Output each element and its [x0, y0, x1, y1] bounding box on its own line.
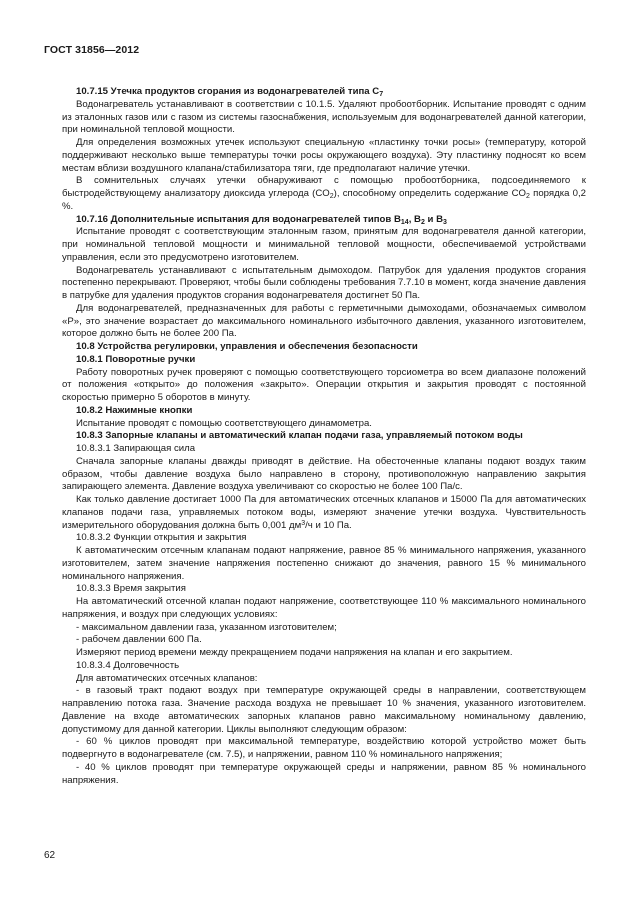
subsection-heading-10-8-3-1: 10.8.3.1 Запирающая сила	[76, 443, 196, 454]
paragraph: Как только давление достигает 1000 Па для автоматических отсечных клапанов и 15000 Па для автоматических клапанов подачи газа, управляемых потоком воды, измеряют значение утечки воздуха. Чувствительность измерительного оборудования должна быть 0,001 $дм^3/ч$ и 10 Па.	[62, 494, 586, 531]
paragraph: Водонагреватель устанавливают в соответствии с 10.1.5. Удаляют пробоотборник. Испытание проводят с одним из эталонных газов или с газом из системы газоснабжения, используемым для водонагревателей данной категории, при номинальной тепловой мощности.	[62, 98, 586, 136]
page-number: 62	[44, 850, 56, 861]
paragraph: Для определения возможных утечек используют специальную «пластинку точки росы» (температуру, которой поддерживают несколько выше температуры точки росы окружающего воздуха). Эту пластинку подносят ко всем местам вблизи воздушного клапана/стабилизатора тяги, где предполагают наличие утечки.	[62, 137, 586, 174]
list-item: - максимальном давлении газа, указанном изготовителем;	[76, 621, 337, 633]
paragraph: К автоматическим отсечным клапанам подают напряжение, равное 85 % минимального напряжения, указанного изготовителем, затем значение напряжения постепенно снижают до значения, равного 15 % минимального номинального напряжения.	[62, 545, 586, 582]
subsection-heading-10-8-3-2: 10.8.3.2 Функции открытия и закрытия	[76, 532, 247, 544]
paragraph: Измеряют период времени между прекращением подачи напряжения на клапан и его закрытием.	[76, 647, 513, 658]
paragraph: Для водонагревателей, предназначенных для работы с герметичными дымоходами, обозначаемых символом «P», это значение возрастает до максимального номинального избыточного давления, указанного изготовителем, которое должно быть не более 200 Па.	[62, 302, 586, 340]
subsection-heading-10-8-3-4: 10.8.3.4 Долговечность	[76, 659, 180, 671]
page-header-title: ГОСТ 31856—2012	[44, 44, 140, 56]
paragraph: На автоматический отсечной клапан подают напряжение, соответствующее 110 % максимального номинального напряжения, и воздух при следующих условиях:	[62, 596, 586, 620]
document-body	[62, 86, 586, 787]
paragraph: - 60 % циклов проводят при максимальной температуре, воздействию которой устройство может быть подвергнуто в водонагревателе (см. 7.5), и напряжении, равном 110 % номинального напряжения;	[62, 736, 586, 760]
section-heading-10-8-3: 10.8.3 Запорные клапаны и автоматический клапан подачи газа, управляемый потоком воды	[76, 430, 523, 442]
section-heading-10-7-16: 10.7.16 Дополнительные испытания для водонагревателей типов $B_{14}$, $B_2$ и $B_3$	[76, 213, 447, 226]
subsection-heading-10-8-3-3: 10.8.3.3 Время закрытия	[76, 583, 186, 595]
section-heading-10-8: 10.8 Устройства регулировки, управления и обеспечения безопасности	[76, 341, 418, 352]
paragraph: Водонагреватель устанавливают с испытательным дымоходом. Патрубок для удаления продуктов сгорания постепенно перекрывают. Проверяют, чтобы были соблюдены требования 7.7.10 в момент, когда значение давления в патрубке для удаления продуктов сгорания водонагревателя достигнет 50 Па.	[62, 264, 586, 301]
paragraph: Для автоматических отсечных клапанов:	[76, 672, 258, 684]
paragraph: Работу поворотных ручек проверяют с помощью соответствующего торсиометра во всем диапазоне положений от положения «открыто» до положения «закрыто». Операции открытия и закрытия проводят с постоянной скоростью примерно 5 оборотов в минуту.	[62, 366, 586, 403]
paragraph: - 40 % циклов проводят при температуре окружающей среды и напряжении, равном 85 % номинального напряжения.	[62, 761, 586, 786]
paragraph: В сомнительных случаях утечки обнаруживают с помощью пробоотборника, подсоединяемого к быстродействующему анализатору диоксида углерода $(CO_2)$, способному определить содержание $CO_2$ порядка 0,2 %.	[62, 175, 587, 212]
paragraph: Сначала запорные клапаны дважды приводят в действие. На обесточенные клапаны подают воздух таким образом, чтобы давление воздуха было направлено в сторону, противоположную направлению закрытия запирающего элемента. Давление воздуха увеличивают со скоростью не более 100 Па/с.	[62, 455, 586, 493]
section-heading-10-8-2: 10.8.2 Нажимные кнопки	[76, 404, 193, 416]
section-heading-10-7-15: 10.7.15 Утечка продуктов сгорания из водонагревателей типа $C_7$	[76, 86, 384, 98]
paragraph: Испытание проводят с соответствующим эталонным газом, принятым для водонагревателя данной категории, при номинальной тепловой мощности и минимальной тепловой мощности, обеспечиваемой устройствами управления, если это предусмотрено изготовителем.	[62, 226, 586, 263]
paragraph: - в газовый тракт подают воздух при температуре окружающей среды в направлении, соответствующем направлению потока газа. Значение расхода воздуха не превышает 10 % значения, указанного изготовителем. Давление на входе автоматических запорных клапанов равно максимальному номинальному давлению, допустимому для данной категории. Циклы выполняют следующим образом:	[62, 685, 586, 735]
list-item: - рабочем давлении 600 Па.	[76, 634, 202, 646]
section-heading-10-8-1: 10.8.1 Поворотные ручки	[76, 353, 196, 365]
paragraph: Испытание проводят с помощью соответствующего динамометра.	[76, 417, 372, 429]
